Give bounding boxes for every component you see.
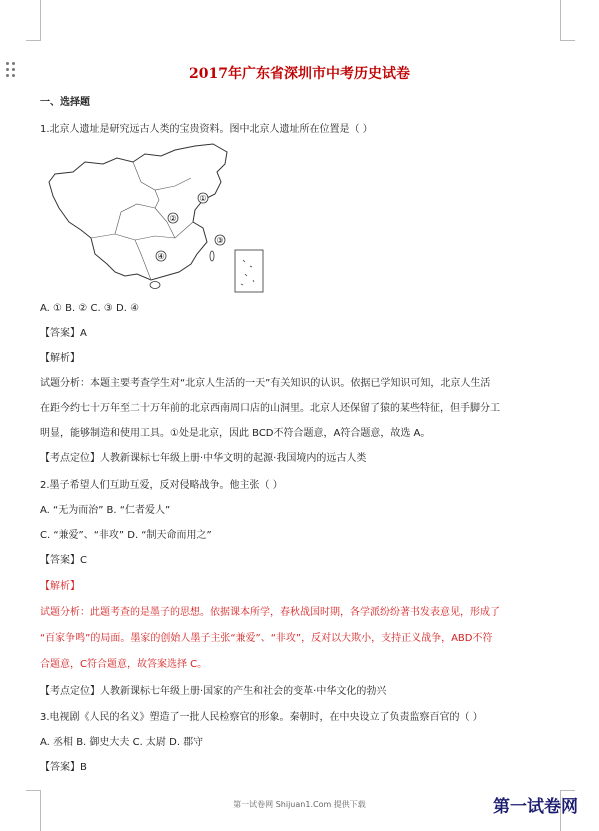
china-map: [45, 142, 270, 297]
question-2-answer: 【答案】C: [40, 555, 87, 566]
page-corner-mark: [560, 0, 575, 41]
page-title: 2017年广东省深圳市中考历史试卷: [189, 66, 410, 82]
map-marker-label: ④: [157, 252, 165, 261]
question-2-stem: 2.墨子希望人们互助互爱，反对侵略战争。他主张（ ）: [40, 480, 283, 491]
map-marker-label: ②: [169, 214, 177, 223]
page-footer: 第一试卷网 Shijuan1.Com 提供下载: [233, 800, 366, 809]
question-1-analysis-line: 在距今约七十万年至二十万年前的北京西南周口店的山洞里。北京人还保留了猿的某些特征，但手脚分工: [40, 403, 500, 414]
question-2-knowledge-point: 【考点定位】人教新课标七年级上册·国家的产生和社会的变革·中华文化的勃兴: [40, 686, 387, 697]
question-2-analysis-line: 试题分析：此题考查的是墨子的思想。依据课本所学，春秋战国时期，各学派纷纷著书发表意见，形成了: [40, 607, 500, 618]
question-2-analysis-line: “百家争鸣”的局面。墨家的创始人墨子主张“兼爱”、“非攻”，反对以大欺小，支持正义战争，ABD不符: [40, 633, 493, 644]
map-marker-label: ③: [216, 236, 224, 245]
question-3-options: A. 丞相 B. 御史大夫 C. 太尉 D. 郡守: [40, 737, 204, 748]
question-1-analysis-label: 【解析】: [40, 353, 80, 364]
question-2-options-ab: A. “无为而治” B. “仁者爱人”: [40, 505, 171, 516]
question-1-analysis-line: 明显，能够制造和使用工具。①处是北京，因此 BCD不符合题意，A符合题意，故选 A。: [40, 428, 431, 439]
question-2-analysis-line: 合题意，C符合题意，故答案选择 C。: [40, 659, 208, 670]
page-corner-mark: [26, 790, 41, 831]
question-2-analysis-label: 【解析】: [40, 581, 80, 592]
question-1-stem: 1.北京人遗址是研究远古人类的宝贵资料。图中北京人遗址所在位置是（ ）: [40, 124, 373, 135]
question-1-options: A. ① B. ② C. ③ D. ④: [40, 303, 140, 314]
question-3-answer: 【答案】B: [40, 762, 87, 773]
question-2-options-cd: C. “兼爱”、“非攻” D. “制天命而用之”: [40, 530, 212, 541]
section-heading: 一、选择题: [40, 97, 90, 108]
page-corner-mark: [26, 0, 41, 41]
question-1-answer: 【答案】A: [40, 328, 87, 339]
question-1-knowledge-point: 【考点定位】人教新课标七年级上册·中华文明的起源·我国境内的远古人类: [40, 453, 367, 464]
question-1-analysis-line: 试题分析：本题主要考查学生对“北京人生活的一天”有关知识的认识。依据已学知识可知，北京人生活: [40, 378, 491, 389]
question-3-stem: 3.电视剧《人民的名义》塑造了一批人民检察官的形象。秦朝时，在中央设立了负责监察百官的（ ）: [40, 712, 483, 723]
map-marker-label: ①: [199, 194, 207, 203]
site-logo: 第一试卷网: [493, 797, 578, 817]
